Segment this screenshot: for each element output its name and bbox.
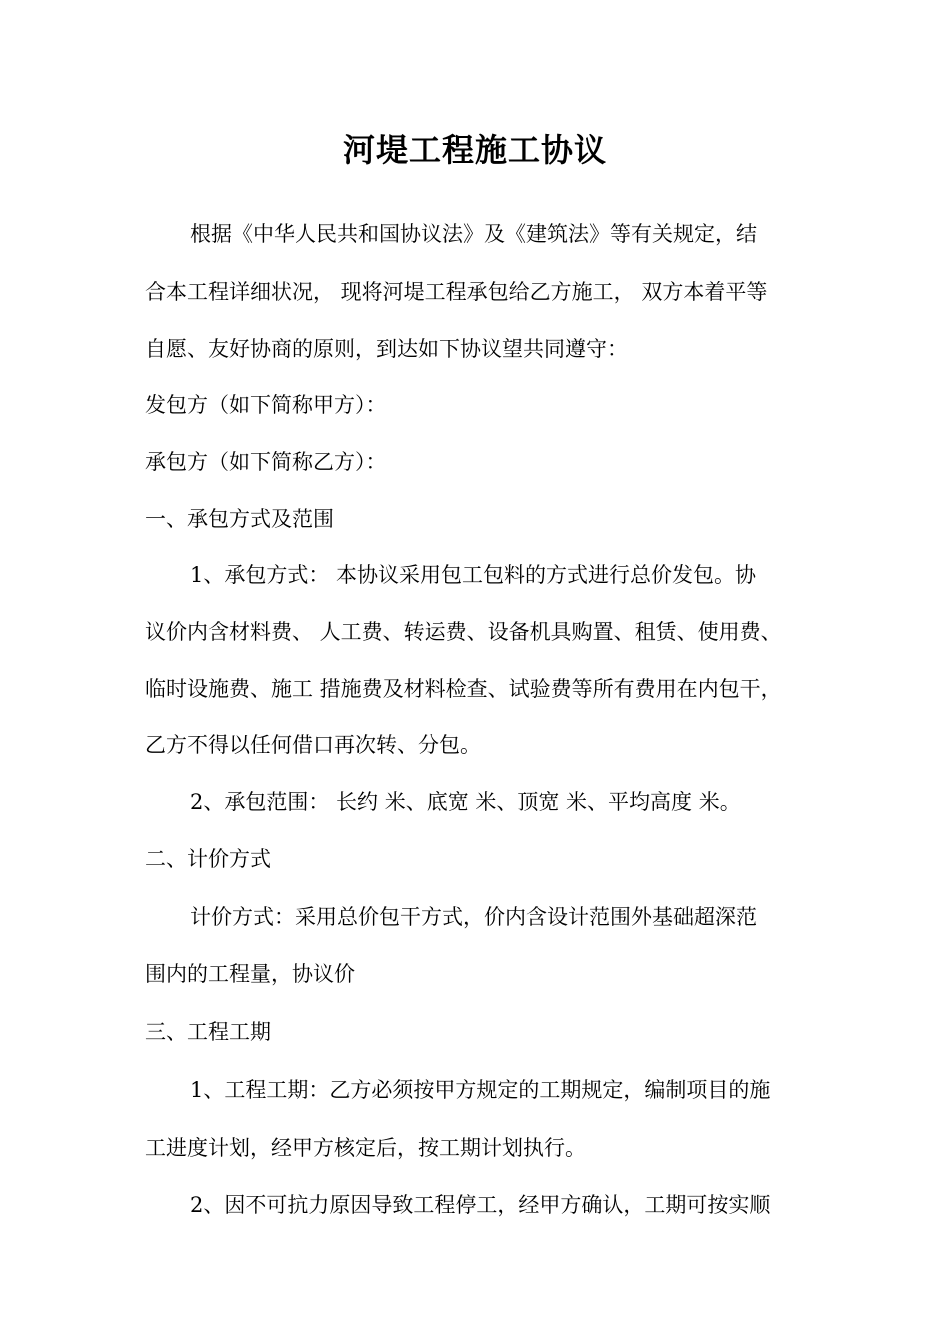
paragraph-line: 工进度计划，经甲方核定后，按工期计划执行。 — [145, 1136, 586, 1160]
paragraph-line: 根据《中华人民共和国协议法》及《建筑法》等有关规定，结 — [190, 222, 757, 246]
paragraph-line: 乙方不得以任何借口再次转、分包。 — [145, 733, 481, 757]
party-a-line: 发包方（如下简称甲方）： — [145, 393, 387, 417]
paragraph-line: 1、工程工期：乙方必须按甲方规定的工期规定，编制项目的施 — [190, 1078, 771, 1102]
paragraph-line: 围内的工程量，协议价 — [145, 962, 355, 986]
paragraph-line: 1、承包方式： 本协议采用包工包料的方式进行总价发包。协 — [190, 563, 757, 587]
paragraph-line: 计价方式：采用总价包干方式，价内含设计范围外基础超深范 — [190, 905, 757, 929]
party-b-line: 承包方（如下简称乙方）： — [145, 450, 387, 474]
section-heading: 二、计价方式 — [145, 847, 271, 871]
paragraph-line: 合本工程详细状况， 现将河堤工程承包给乙方施工， 双方本着平等 — [145, 280, 768, 304]
paragraph-line: 2、因不可抗力原因导致工程停工，经甲方确认，工期可按实顺 — [190, 1193, 771, 1217]
paragraph-line: 议价内含材料费、 人工费、转运费、设备机具购置、租赁、使用费、 — [145, 620, 782, 644]
paragraph-line: 2、承包范围： 长约 米、底宽 米、顶宽 米、平均高度 米。 — [190, 790, 741, 814]
section-heading: 一、承包方式及范围 — [145, 507, 334, 531]
section-heading: 三、工程工期 — [145, 1020, 271, 1044]
paragraph-line: 临时设施费、施工 措施费及材料检查、试验费等所有费用在内包干， — [145, 677, 782, 701]
paragraph-line: 自愿、友好协商的原则，到达如下协议望共同遵守： — [145, 337, 628, 361]
document-title: 河堤工程施工协议 — [342, 131, 607, 169]
